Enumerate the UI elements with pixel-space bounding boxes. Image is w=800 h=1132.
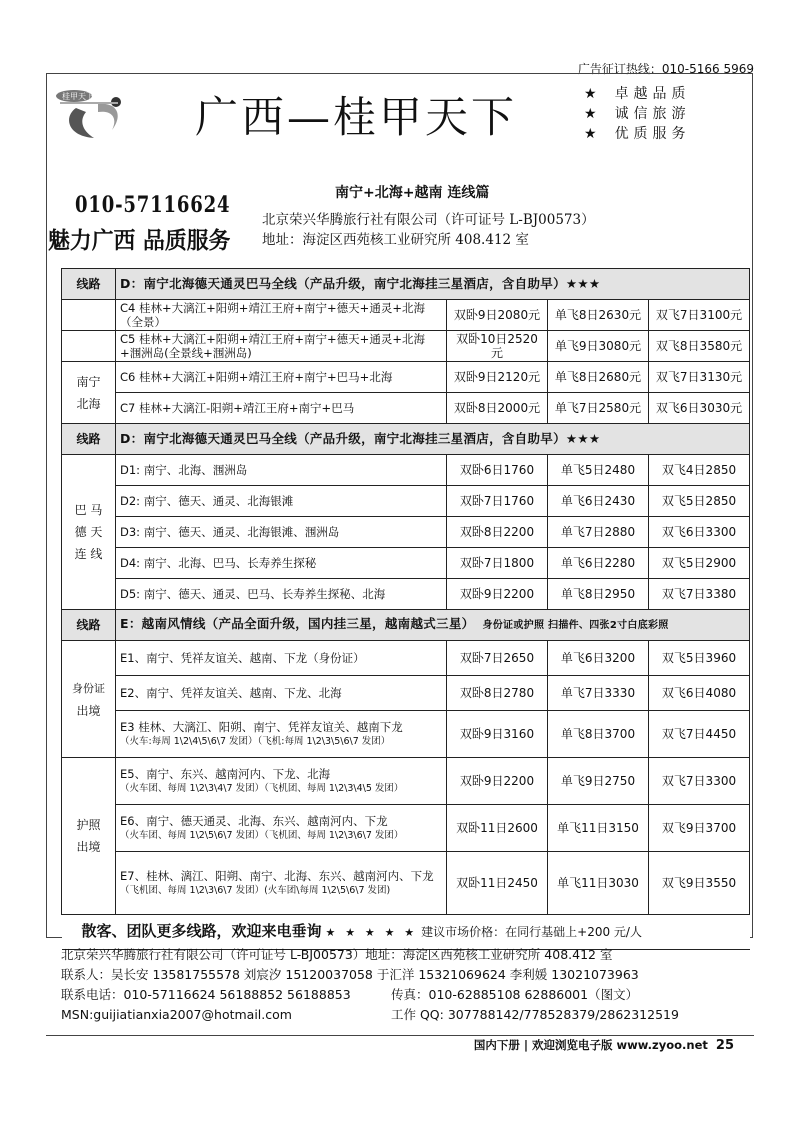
price-double-fly: 双飞6日4080 [649,676,750,711]
table-row [62,758,750,805]
section-title: D：南宁北海德天通灵巴马全线（产品升级，南宁北海挂三星酒店，含自助早）★★★ [116,424,750,455]
route-desc: C4 桂林+大漓江+阳朔+靖江王府+南宁+德天+通灵+北海（全景） [116,300,447,331]
route-label: 线路 [62,424,116,455]
brand-slogan: 魅力广西 品质服务 [48,227,231,254]
price-double-fly: 双飞5日2900 [649,548,750,579]
route-schedule: （火车团、每周 1\2\5\6\7 发团）（飞机团、每周 1\2\3\6\7 发团） [120,829,404,841]
price-double-fly: 双飞4日2850 [649,455,750,486]
table-row [62,300,750,331]
route-desc: E3 桂林、大漓江、阳朔、南宁、凭祥友谊关、越南下龙 （火车:每周 1\2\4\5\6\7 发团）（飞机:每周 1\2\3\5\6\7 发团） [116,711,447,758]
price-single-fly: 单飞7日3330 [548,676,649,711]
footer-qq: 工作 QQ: 307788142/778528379/2862312519 [391,1007,679,1022]
price-suggestion: 建议市场价格：在同行基础上+200 元/人 [421,925,642,939]
price-double-fly: 双飞9日3550 [649,852,750,915]
route-desc: E5、南宁、东兴、越南河内、下龙、北海 （火车团、每周 1\2\3\4\7 发团）（飞机团、每周 1\2\3\4\5 发团） [116,758,447,805]
route-schedule: （火车:每周 1\2\4\5\6\7 发团）（飞机:每周 1\2\3\5\6\7 发团） [120,735,391,747]
table-row [62,805,750,852]
price-double-fly: 双飞7日3380 [649,579,750,610]
route-schedule: （火车团、每周 1\2\3\4\7 发团）（飞机团、每周 1\2\3\4\5 发团） [120,782,404,794]
company-logo [54,86,142,144]
page-number: 25 [715,1038,734,1053]
price-sleeper: 双卧9日2200 [447,758,548,805]
slogan-item: ★ 卓越品质 [584,86,691,102]
price-single-fly: 单飞6日3200 [548,641,649,676]
region-cell: 巴 马 德 天 连 线 [62,455,116,610]
divider [46,1035,754,1036]
section-title: E：越南风情线（产品全面升级，国内挂三星，越南越式三星） 身份证或护照 扫描件、四张2寸白底彩照 [116,610,750,641]
table-row [62,852,750,915]
section-header [62,610,750,641]
ad-hotline: 广告征订热线：010-5166 5969 [577,62,754,76]
price-double-fly: 双飞7日3130元 [649,362,750,393]
table-row [62,362,750,393]
price-single-fly: 单飞8日2950 [548,579,649,610]
route-desc: C5 桂林+大漓江+阳朔+靖江王府+南宁+德天+通灵+北海+涠洲岛(全景线+涠洲岛) [116,331,447,362]
price-single-fly: 单飞7日2580元 [548,393,649,424]
footer-link-text: 国内下册 | 欢迎浏览电子版 www.zyoo.net [473,1038,708,1052]
price-double-fly: 双飞7日4450 [649,711,750,758]
section-header [62,269,750,300]
route-desc: E7、桂林、漓江、阳朔、南宁、北海、东兴、越南河内、下龙 （飞机团、每周 1\2\3\6\7 发团）(火车团\每周 1\2\5\6\7 发团) [116,852,447,915]
price-double-fly: 双飞7日3300 [649,758,750,805]
table-row [62,331,750,362]
agency-info [262,210,595,250]
slogan-item: ★ 优质服务 [584,126,691,142]
route-desc: D2: 南宁、德天、通灵、北海银滩 [116,486,447,517]
price-sleeper: 双卧10日2520元 [447,331,548,362]
price-double-fly: 双飞9日3700 [649,805,750,852]
route-desc: C6 桂林+大漓江+阳朔+靖江王府+南宁+巴马+北海 [116,362,447,393]
section-header [62,424,750,455]
price-single-fly: 单飞9日3080元 [548,331,649,362]
price-single-fly: 单飞6日2280 [548,548,649,579]
route-desc: C7 桂林+大漓江-阳朔+靖江王府+南宁+巴马 [116,393,447,424]
table-row [62,579,750,610]
price-single-fly: 单飞8日2680元 [548,362,649,393]
price-double-fly: 双飞5日3960 [649,641,750,676]
price-single-fly: 单飞6日2430 [548,486,649,517]
svg-text:桂甲天下: 桂甲天下 [62,92,94,101]
price-single-fly: 单飞5日2480 [548,455,649,486]
region-cell [62,300,116,331]
footer-agency: 北京荣兴华腾旅行社有限公司（许可证号 L-BJ00573）地址：海淀区西苑核工业研究所 408.412 室 [61,947,613,962]
price-sleeper: 双卧8日2780 [447,676,548,711]
footer-msn: MSN:guijiatianxia2007@hotmail.com [61,1007,292,1022]
route-schedule: （飞机团、每周 1\2\3\6\7 发团）(火车团\每周 1\2\5\6\7 发团) [120,884,391,896]
footer-contacts: 联系人：吴长安 13581755578 刘宸汐 15120037058 于汇洋 15321069624 李利媛 13021073963 [61,967,639,982]
region-cell: 护照 出境 [62,758,116,915]
price-sleeper: 双卧7日2650 [447,641,548,676]
region-cell: 南宁 北海 [62,362,116,424]
price-single-fly: 单飞11日3150 [548,805,649,852]
contact-footer [61,945,749,1025]
slogan-item: ★ 诚信旅游 [584,106,691,122]
route-subtitle: 南宁+北海+越南 连线篇 [335,185,490,201]
section-note: 身份证或护照 扫描件、四张2寸白底彩照 [482,620,669,631]
price-sleeper: 双卧11日2600 [447,805,548,852]
hotline-phone: 010-57116624 [75,192,231,218]
price-double-fly: 双飞7日3100元 [649,300,750,331]
price-sleeper: 双卧9日2120元 [447,362,548,393]
region-cell: 身份证 出境 [62,641,116,758]
price-double-fly: 双飞6日3300 [649,517,750,548]
page-title: 广西—桂甲天下 [195,93,517,143]
price-single-fly: 单飞8日2630元 [548,300,649,331]
agency-name: 北京荣兴华腾旅行社有限公司（许可证号 L-BJ00573） [262,212,595,228]
price-double-fly: 双飞6日3030元 [649,393,750,424]
price-sleeper: 双卧9日3160 [447,711,548,758]
route-label: 线路 [62,269,116,300]
price-double-fly: 双飞8日3580元 [649,331,750,362]
table-row [62,711,750,758]
route-table [61,268,750,950]
route-desc: D5: 南宁、德天、通灵、巴马、长寿养生探秘、北海 [116,579,447,610]
price-single-fly: 单飞7日2880 [548,517,649,548]
price-double-fly: 双飞5日2850 [649,486,750,517]
price-sleeper: 双卧9日2200 [447,579,548,610]
slogan-list [584,84,691,144]
route-desc: E1、南宁、凭祥友谊关、越南、下龙（身份证） [116,641,447,676]
star-icon: ★ [584,86,597,102]
route-label: 线路 [62,610,116,641]
table-row [62,641,750,676]
star-icon: ★ [584,106,597,122]
route-desc: E6、南宁、德天通灵、北海、东兴、越南河内、下龙 （火车团、每周 1\2\5\6\7 发团）（飞机团、每周 1\2\3\6\7 发团） [116,805,447,852]
price-sleeper: 双卧9日2080元 [447,300,548,331]
price-sleeper: 双卧7日1800 [447,548,548,579]
table-row [62,455,750,486]
price-sleeper: 双卧11日2450 [447,852,548,915]
route-desc: D1: 南宁、北海、涠洲岛 [116,455,447,486]
agency-address: 地址：海淀区西苑核工业研究所 408.412 室 [262,232,529,248]
star-icon: ★ ★ ★ ★ ★ [325,926,418,939]
table-row [62,486,750,517]
table-row [62,517,750,548]
table-row [62,393,750,424]
footer-fax: 传真：010-62885108 62886001（图文） [391,987,639,1002]
table-row [62,676,750,711]
price-sleeper: 双卧8日2000元 [447,393,548,424]
price-single-fly: 单飞11日3030 [548,852,649,915]
star-icon: ★ [584,126,597,142]
price-sleeper: 双卧6日1760 [447,455,548,486]
price-single-fly: 单飞8日3700 [548,711,649,758]
route-desc: E2、南宁、凭祥友谊关、越南、下龙、北海 [116,676,447,711]
price-single-fly: 单飞9日2750 [548,758,649,805]
table-row [62,548,750,579]
route-desc: D3: 南宁、德天、通灵、北海银滩、涠洲岛 [116,517,447,548]
region-cell [62,331,116,362]
footer-tel: 联系电话：010-57116624 56188852 56188853 [61,987,351,1002]
section-title: D：南宁北海德天通灵巴马全线（产品升级，南宁北海挂三星酒店，含自助早）★★★ [116,269,750,300]
more-routes: 散客、团队更多线路，欢迎来电垂询 ★ ★ ★ ★ ★ 建议市场价格：在同行基础上+200 元/人 [62,915,750,950]
price-sleeper: 双卧7日1760 [447,486,548,517]
price-sleeper: 双卧8日2200 [447,517,548,548]
route-desc: D4: 南宁、北海、巴马、长寿养生探秘 [116,548,447,579]
